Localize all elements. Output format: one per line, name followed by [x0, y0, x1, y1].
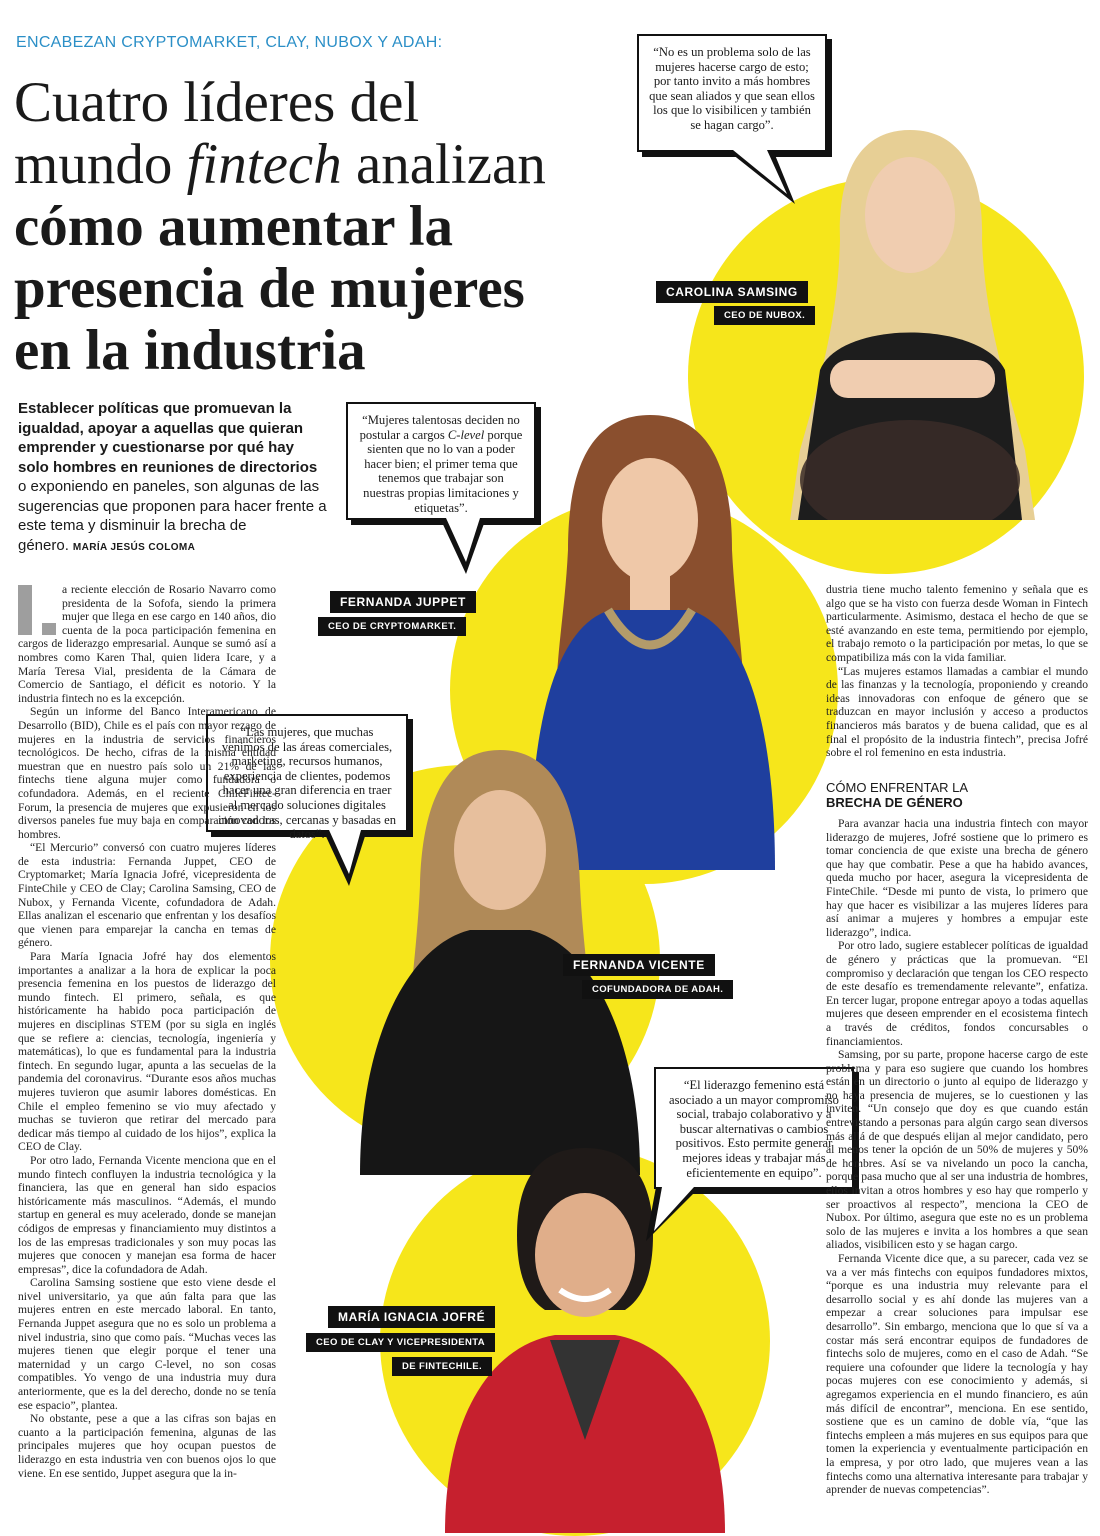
body-column-left: [18, 583, 276, 1480]
body-paragraph: “El Mercurio” conversó con cuatro mujeres líderes de esta industria: Fernanda Juppet, CEO de Cryptomarket; María Ignacia Jofré, vicepresidenta de FinteChile y CEO de Clay; Carolina Samsing, CEO de Nubox, y Fernanda Vicente, cofundadora de Adah. Ellas analizan el escenario que enfrentan y los desafíos que vienen para emparejar la cancha en temas de género.: [18, 841, 276, 950]
role-label-jofre-2: DE FINTECHILE.: [392, 1357, 492, 1376]
headline-line-3: cómo aumentar la: [14, 195, 454, 258]
body-column-right-top: [826, 583, 1088, 760]
headline-line-1: Cuatro líderes del: [14, 71, 420, 134]
bubble-tail-samsing: [725, 150, 805, 210]
body-paragraph: Para avanzar hacia una industria fintech con mayor liderazgo de mujeres, Jofré sostiene que lo primero es tomar conciencia de que existe una brecha de género que hay que combatir. Pese a que ha habido avances, queda mucho por hacer, asegura la vicepresidenta de FinteChile. “Desde mi punto de vista, lo primero que hay que hacer es visibilizar a las mujeres líderes para así animar a mujeres y hombres a empujar este liderazgo”, indica.: [826, 817, 1088, 939]
name-label-samsing: CAROLINA SAMSING: [656, 281, 808, 303]
quote-bubble-samsing: “No es un problema solo de las mujeres hacerse cargo de esto; por tanto invito a más hombres que sean aliados y que sean ellos los que lo visibilicen y también se hagan cargo”.: [637, 34, 827, 152]
quote-bubble-jofre: “El liderazgo femenino está asociado a un mayor compromiso social, trabajo colaborativo y a buscar alternativas o cambios positivos. Esto permite generar mejores ideas y trabajar más eficientemente en equipo”.: [654, 1067, 854, 1189]
quote-bubble-vicente: “Las mujeres, que muchas venimos de las áreas comerciales, marketing, recursos humanos, experiencia de clientes, podemos hacer una gran diferencia en traer al mercado soluciones digitales innovadoras, cercanas y basadas en datos”.: [206, 714, 408, 832]
body-paragraph: Por otro lado, sugiere establecer políticas de igualdad de género y prácticas que la promuevan. “El compromiso y declaración que tengan los CEO respecto de este desafío es tremendamente relevante”, enfatiza. En tercer lugar, propone entregar apoyo a todas aquellas mujeres que deseen emprender en el ecosistema fintech a través de créditos, fondos concursables o financiamientos.: [826, 939, 1088, 1048]
body-paragraph: Por otro lado, Fernanda Vicente menciona que en el mundo fintech confluyen la industria tecnológica y la financiera, las que en general han sido espacios históricamente más masculinos. “Además, el mundo startup en general es muy acelerado, donde se manejan códigos de empresas y financiamiento muy distintos a los de las empresas tradicionales y son muy pocas las mujeres que conocen y manejan esa forma de hacer empresas”, dice la cofundadora de Adah.: [18, 1153, 276, 1276]
byline: MARÍA JESÚS COLOMA: [72, 541, 196, 553]
body-paragraph: Samsing, por su parte, propone hacerse cargo de este problema y para eso sugiere que cuando los hombres están en un directorio o junto al equipo de liderazgo y no haya presencia de mujeres, se lo cuestionen y las inviten. “Un consejo que doy es que cuando están entrevistando a personas para algún cargo sean diversos más allá de que después elijan al mejor candidato, pero al menos tener la opción de un 50% de mujeres y 50% de hombres. Así se va nivelando un poco la cancha, porque pasa mucho que al ser una industria de hombres, ellos invitan a otros hombres y eso hay que romperlo y ser proactivos al respecto”, menciona la CEO de Nubox. Por último, asegura que este no es un problema solo de las mujeres e invita a los hombres a que sean aliados, visibilicen esto y se hagan cargo.: [826, 1048, 1088, 1252]
section-heading: CÓMO ENFRENTAR LA BRECHA DE GÉNERO: [826, 780, 969, 810]
name-label-juppet: FERNANDA JUPPET: [330, 591, 476, 613]
bubble-tail-jofre: [640, 1187, 720, 1247]
role-label-samsing: CEO DE NUBOX.: [714, 306, 815, 325]
headline: [14, 72, 624, 382]
headline-line-4: presencia de mujeres: [14, 257, 525, 320]
body-paragraph: Carolina Samsing sostiene que esto viene desde el nivel universitario, ya que aún falta para que las mujeres entren en este mercado laboral. En tanto, Fernanda Juppet asegura que no es solo un problema a nivel industria, sino que como país. “Muchas veces las mujeres tienen que elegir porque el tener una maternidad y un cargo C-level, no son cosas compatibles. Yo vengo de una industria muy dura anteriormente, que es la del derecho, donde no se tenía ese espacio”, plantea.: [18, 1276, 276, 1412]
bubble-tail-vicente: [315, 830, 395, 890]
drop-cap-l: [18, 585, 56, 635]
body-paragraph: Fernanda Vicente dice que, a su parecer, cada vez se va a ver más fintechs con equipos fundadores mixtos, “porque es una industria muy relevante para el desarrollo social y es ahí donde las mujeres van a empezar a crear soluciones para impulsar ese desarrollo”. Sin embargo, menciona que lo que sí va a costar más será encontrar equipos de fundadores de fintechs solo de mujeres, como en el caso de Adah. “Se requiere una cofounder que lidere la tecnología y hay pocas mujeres con ese conocimiento y además, si agregamos experiencia en el mundo financiero, es aún más difícil de encontrar”, menciona. En ese sentido, sostiene que es un camino de doble vía, “que las fintechs empleen a más mujeres en sus equipos para que tomen la experiencia y eventualmente participación en la empresa, y por otro lado, que mujeres vean a las fintechs como una alternativa interesante para trabajar y aprender de nuevas competencias”.: [826, 1252, 1088, 1497]
lead-paragraph: Establecer políticas que promuevan la igualdad, apoyar a aquellas que quieran emprender y cuestionarse por qué hay solo hombres en reuniones de directorios o exponiendo en paneles, son algunas de las sugerencias que proponen para hacer frente a este tema y disminuir la brecha de género. MARÍA JESÚS COLOMA: [18, 400, 327, 554]
body-paragraph: Para María Ignacia Jofré hay dos elementos importantes a analizar a la hora de explicar la poca presencia femenina en los puestos de liderazgo del mundo fintech. El primero, señala, es que históricamente ha habido poca participación de mujeres en disciplinas STEM (por su sigla en inglés que se refiere a: ciencias, tecnología, ingeniería y matemáticas), lo que es fundamental para la industria fintech. En segundo lugar, apunta a las secuelas de la pandemia del coronavirus. “Durante esos años muchas mujeres tuvieron que asumir labores domésticas. En Chile el empleo femenino se vio muy afectado y muchas se tuvieron que retirar del mercado para dedicar más tiempo al cuidado de los hijos”, explica la CEO de Clay.: [18, 950, 276, 1154]
body-paragraph: Según un informe del Banco Interamericano de Desarrollo (BID), Chile es el país con mayor rezago de mujeres en la industria de servicios financieros tecnológicos. De hecho, cifras de la misma entidad muestran que en nuestro país solo un 21% de las fintechs tiene alguna mujer como fundadora o cofundadora. Además, en el reciente ChileFintec-Forum, la presencia de mujeres que expusieron en los diversos paneles fue muy baja en comparación con los hombres.: [18, 705, 276, 841]
role-label-vicente: COFUNDADORA DE ADAH.: [582, 980, 733, 999]
role-label-juppet: CEO DE CRYPTOMARKET.: [318, 617, 466, 636]
kicker: ENCABEZAN CRYPTOMARKET, CLAY, NUBOX Y ADAH:: [16, 34, 443, 51]
body-paragraph: No obstante, pese a que a las cifras son bajas en cuanto a la participación femenina, algunas de las principales mujeres que hoy ocupan puestos de liderazgo en esta industria ven con buenos ojos lo que viene. En ese sentido, Juppet asegura que la in-: [18, 1412, 276, 1480]
body-paragraph: dustria tiene mucho talento femenino y señala que es algo que se ha visto con fuerza desde Woman in Fintech particularmente. Asimismo, destaca el hecho de que se esté avanzando en este tema, permitiendo por ejemplo, el trabajo remoto o la participación por metas, lo que se compatibiliza más con la vida familiar.: [826, 583, 1088, 664]
role-label-jofre-1: CEO DE CLAY Y VICEPRESIDENTA: [306, 1333, 495, 1352]
name-label-vicente: FERNANDA VICENTE: [563, 954, 715, 976]
body-column-right-bottom: [826, 817, 1088, 1497]
name-label-jofre: MARÍA IGNACIA JOFRÉ: [328, 1306, 495, 1328]
body-paragraph: “Las mujeres estamos llamadas a cambiar el mundo de las finanzas y la tecnología, proponiendo y creando ideas innovadoras con enfoque de género que se traduzcan en mayor inclusión y acceso a productos financieros más baratos y de buena calidad, que es al final el propósito de la industria fintech”, precisa Jofré sobre el rol femenino en esta industria.: [826, 664, 1088, 760]
body-paragraph: a reciente elección de Rosario Navarro como presidenta de la Sofofa, siendo la primera mujer que llega en ese cargo en 140 años, dio cuenta de la poca participación femenina en cargos de liderazgo empresarial. Aunque se sumó así a nombres como Karen Thal, quien lidera Icare, y a María Teresa Vial, presidenta de la Cámara de Comercio de Santiago, el déficit es notorio. Y la industria fintech no es la excepción.: [18, 583, 276, 705]
quote-bubble-juppet: “Mujeres talentosas deciden no postular a cargos C-level porque sienten que no lo van a poder hacer bien; el primer tema que tenemos que trabajar son nuestras propias limitaciones y etiquetas”.: [346, 402, 536, 520]
bubble-tail-juppet: [440, 518, 520, 578]
headline-line-2: mundo fintech analizan: [14, 133, 546, 196]
headline-line-5: en la industria: [14, 319, 366, 382]
